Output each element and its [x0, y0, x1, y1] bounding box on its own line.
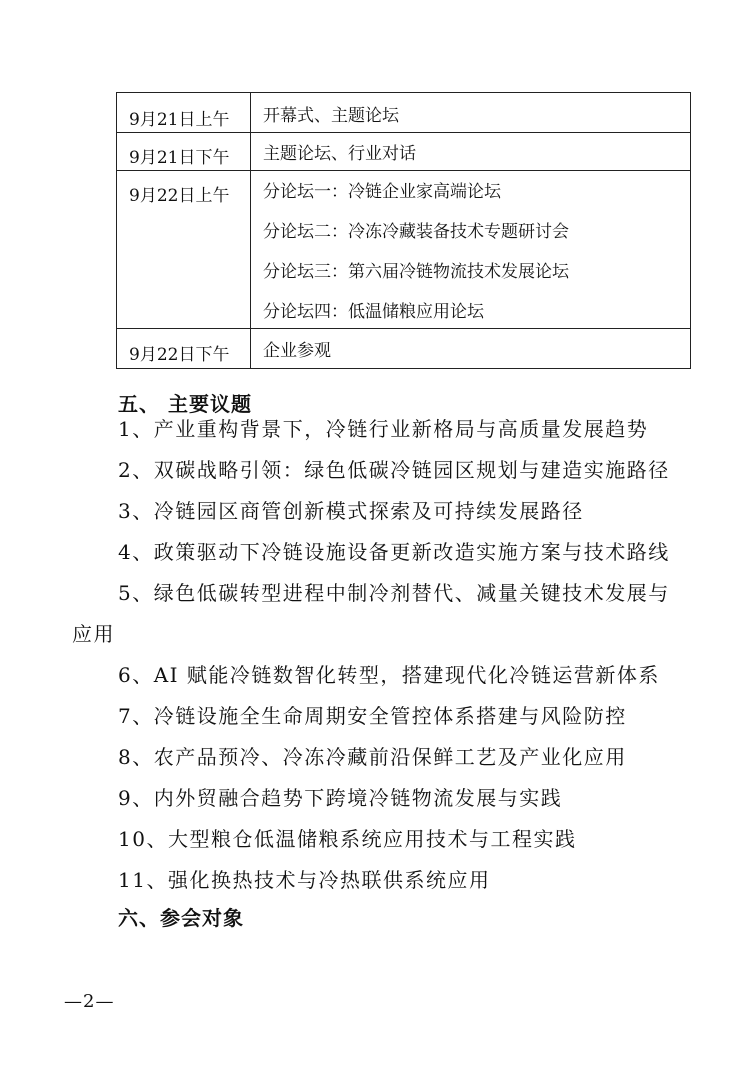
topic-item: 2、双碳战略引领：绿色低碳冷链园区规划与建造实施路径 — [118, 458, 670, 482]
schedule-session: 企业参观 — [263, 341, 331, 361]
topic-item: 3、冷链园区商管创新模式探索及可持续发展路径 — [118, 499, 584, 523]
schedule-row — [117, 171, 691, 329]
schedule-time: 9月22日上午 — [117, 171, 251, 329]
schedule-row — [117, 329, 691, 369]
schedule-time: 9月21日上午 — [117, 93, 251, 133]
section5-heading: 五、 主要议题 — [118, 392, 252, 416]
schedule-session: 分论坛三：第六届冷链物流技术发展论坛 — [263, 262, 569, 282]
topic-item: 6、AI 赋能冷链数智化转型，搭建现代化冷链运营新体系 — [118, 663, 660, 687]
topic-item-text: 5、绿色低碳转型进程中制冷剂替代、减量关键技术发展与 — [118, 581, 670, 605]
topic-item: 10、大型粮仓低温储粮系统应用技术与工程实践 — [118, 827, 577, 851]
schedule-session: 分论坛四：低温储粮应用论坛 — [263, 302, 484, 322]
schedule-time: 9月21日下午 — [117, 133, 251, 171]
topics-list — [0, 418, 750, 910]
schedule-row — [117, 93, 691, 133]
topic-item-continuation: 应用 — [72, 622, 115, 646]
schedule-content — [251, 171, 691, 329]
topic-item: 7、冷链设施全生命周期安全管控体系搭建与风险防控 — [118, 704, 627, 728]
section6-heading: 六、参会对象 — [118, 906, 244, 930]
topic-item: 9、内外贸融合趋势下跨境冷链物流发展与实践 — [118, 786, 563, 810]
schedule-time: 9月22日下午 — [117, 329, 251, 369]
schedule-content — [251, 93, 691, 133]
topic-item: 11、强化换热技术与冷热联供系统应用 — [118, 868, 491, 892]
page-number: —2— — [64, 991, 115, 1012]
schedule-content — [251, 329, 691, 369]
schedule-session: 开幕式、主题论坛 — [263, 106, 399, 126]
schedule-session: 主题论坛、行业对话 — [263, 144, 416, 164]
schedule-content — [251, 133, 691, 171]
schedule-row — [117, 133, 691, 171]
topic-item — [0, 582, 750, 645]
schedule-table — [116, 92, 691, 369]
schedule-session: 分论坛二：冷冻冷藏装备技术专题研讨会 — [263, 222, 569, 242]
topic-item: 4、政策驱动下冷链设施设备更新改造实施方案与技术路线 — [118, 540, 670, 564]
topic-item: 1、产业重构背景下，冷链行业新格局与高质量发展趋势 — [118, 417, 649, 441]
topic-item: 8、农产品预冷、冷冻冷藏前沿保鲜工艺及产业化应用 — [118, 745, 627, 769]
schedule-session: 分论坛一：冷链企业家高端论坛 — [263, 182, 501, 202]
